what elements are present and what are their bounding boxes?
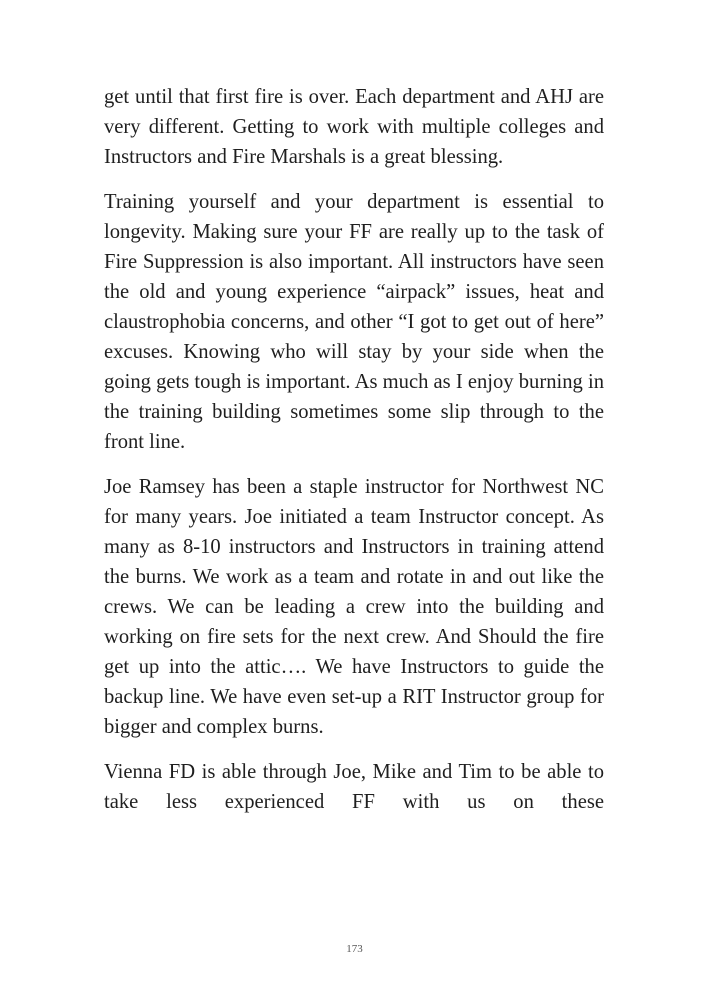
body-text [104,82,604,832]
paragraph-4: Vienna FD is able through Joe, Mike and Tim to be able to take less experienced FF with us on these [104,761,604,813]
paragraph-2: Training yourself and your department is essential to longevity. Making sure your FF are really up to the task of Fire Suppression is also important. All instructors have seen the old and young experience “airpack” issues, heat and claustrophobia concerns, and other “I got to get out of here” excuses. Knowing who will stay by your side when the going gets tough is important. As much as I enjoy burning in the training building sometimes some slip through to the front line. [104,191,604,453]
paragraph-3: Joe Ramsey has been a staple instructor for Northwest NC for many years. Joe initiated a team Instructor concept. As many as 8-10 instructors and Instructors in training attend the burns. We work as a team and rotate in and out like the crews. We can be leading a crew into the building and working on fire sets for the next crew. And Should the fire get up into the attic…. We have Instructors to guide the backup line. We have even set-up a RIT Instructor group for bigger and complex burns. [104,476,604,738]
page-number: 173 [346,943,363,955]
paragraph-1: get until that first fire is over. Each department and AHJ are very different. Getting to work with multiple colleges and Instructors and Fire Marshals is a great blessing. [104,86,604,168]
